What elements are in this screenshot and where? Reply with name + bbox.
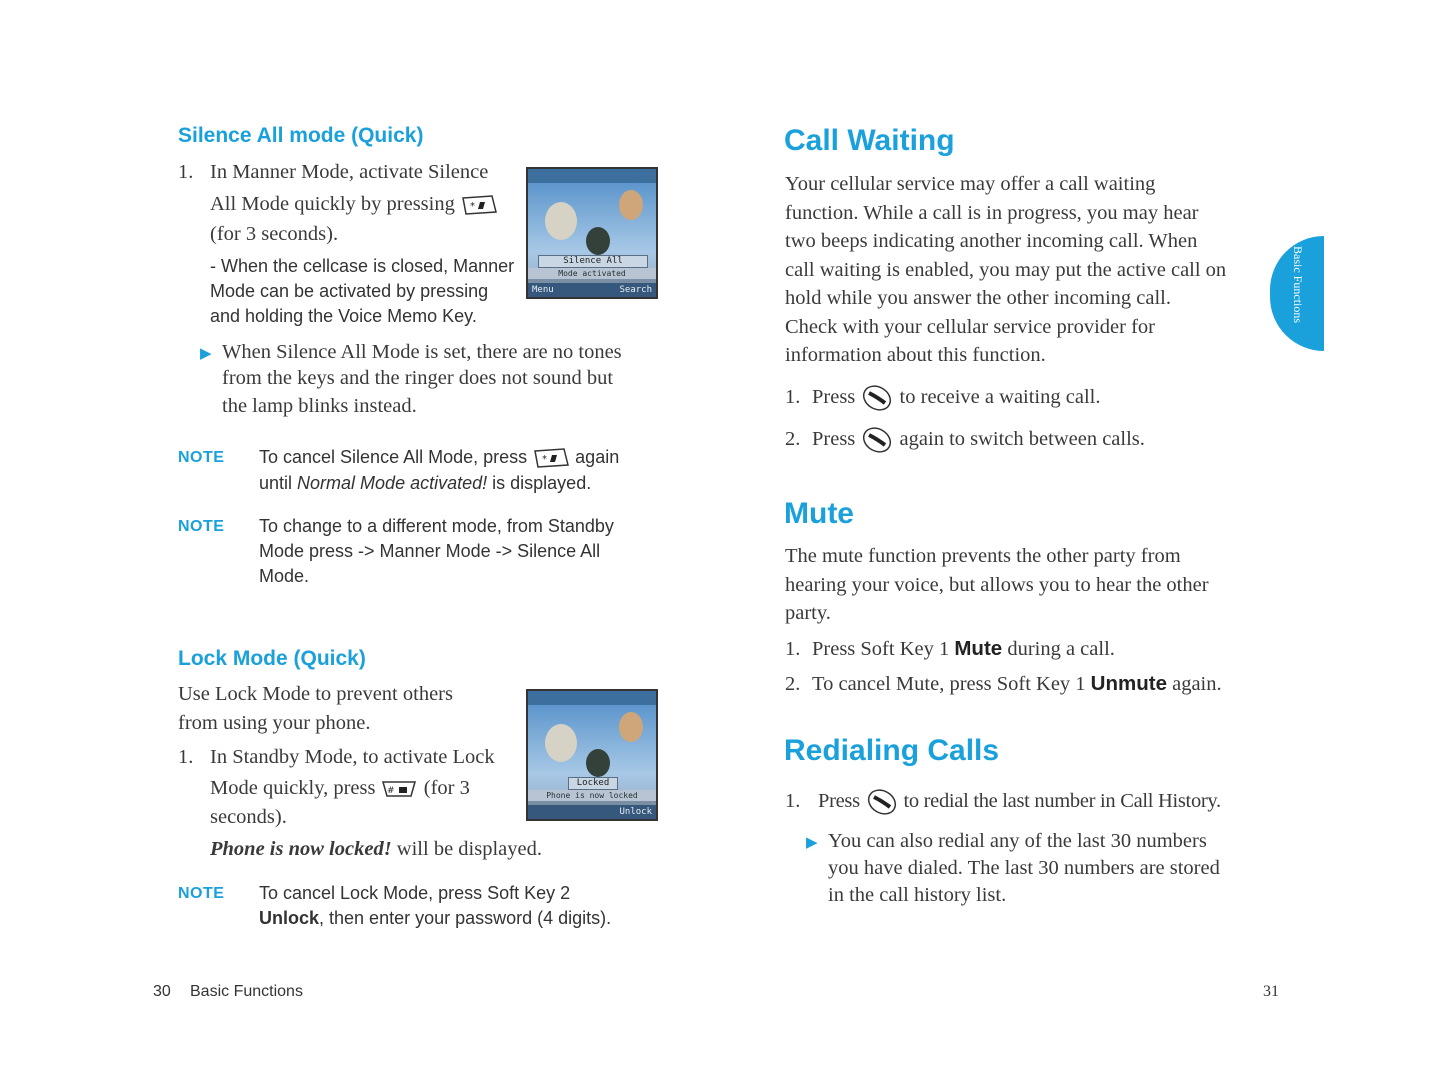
note3-line2 — [259, 906, 611, 931]
mute-step1-rest: during a call. — [1007, 638, 1115, 660]
call-waiting-line: information about this function. — [785, 344, 1046, 366]
mute-step2-text: To cancel Mute, press Soft Key 1 — [812, 673, 1086, 695]
screen-wallpaper — [528, 183, 656, 297]
note1-line1-end: again — [575, 447, 620, 467]
silence-sub-line3: and holding the Voice Memo Key. — [210, 306, 477, 326]
silence-step1-line2 — [210, 190, 498, 219]
note1-line2-end: is displayed. — [492, 473, 592, 493]
screen-softkeys — [528, 283, 656, 297]
lock-step1-line1: In Standby Mode, to activate Lock — [210, 746, 495, 768]
redial-step1-number: 1. — [785, 790, 801, 812]
star-key-icon — [532, 447, 570, 469]
call-waiting-step2-press: Press — [812, 428, 856, 450]
lock-intro-line1: Use Lock Mode to prevent others — [178, 683, 453, 705]
call-waiting-step2-rest: again to switch between calls. — [899, 428, 1145, 450]
lock-phone-screen — [526, 689, 658, 821]
silence-phone-screen — [526, 167, 658, 299]
status-bar — [528, 169, 656, 183]
mute-line: party. — [785, 602, 831, 624]
screen-softkeys — [528, 805, 656, 819]
balloon-wallpaper-icon — [528, 183, 656, 297]
silence-step1-line1: In Manner Mode, activate Silence — [210, 161, 489, 183]
silence-step1-line3: (for 3 seconds). — [210, 223, 339, 245]
note3-line2-rest: , then enter your password (4 digits). — [319, 908, 612, 928]
mute-heading: Mute — [784, 497, 854, 530]
mute-step2-number: 2. — [785, 673, 801, 695]
silence-step1-line2-text: All Mode quickly by pressing — [210, 193, 455, 215]
note1-line2-italic: Normal Mode activated! — [297, 473, 488, 493]
side-tab-label: Basic Functions — [1291, 246, 1305, 323]
mute-paragraph — [785, 542, 1209, 628]
redial-bullet-icon: ▶ — [806, 835, 818, 851]
screen-label-mode: Mode activated — [528, 268, 656, 279]
call-waiting-step1-number: 1. — [785, 386, 801, 408]
note3-label: NOTE — [178, 885, 225, 902]
call-waiting-step1-press: Press — [812, 386, 856, 408]
note2-line1: To change to a different mode, from Standby — [259, 516, 614, 536]
redial-step1-rest: to redial the last number in Call History. — [903, 790, 1221, 812]
mute-line: The mute function prevents the other party from — [785, 545, 1181, 567]
silence-bullet-line3: the lamp blinks instead. — [222, 395, 417, 417]
mute-line: hearing your voice, but allows you to hear the other — [785, 573, 1209, 596]
lock-locked-rest: will be displayed. — [396, 838, 542, 860]
call-waiting-line: function. While a call is in progress, you may hear — [785, 201, 1199, 224]
lock-step1-line2 — [210, 774, 470, 803]
redial-step1-press: Press — [818, 790, 860, 812]
note2-label: NOTE — [178, 518, 225, 535]
note2-line3: Mode. — [259, 566, 310, 586]
lock-key-icon — [381, 778, 419, 800]
send-key-icon — [860, 383, 894, 413]
footer-section-title: Basic Functions — [190, 983, 303, 1000]
redial-bullet-line2: you have dialed. The last 30 numbers are stored — [828, 857, 1220, 879]
mute-step2 — [812, 670, 1222, 699]
lock-step1-line2-text: Mode quickly, press — [210, 777, 376, 799]
footer-page-number-right: 31 — [1263, 983, 1279, 1000]
call-waiting-heading: Call Waiting — [784, 124, 955, 157]
mute-softkey-label: Mute — [954, 637, 1003, 660]
status-bar — [528, 691, 656, 705]
note2-line2: Mode press -> Manner Mode -> Silence All — [259, 541, 601, 561]
call-waiting-line: Check with your cellular service provider for — [785, 315, 1156, 338]
silence-step1-number: 1. — [178, 161, 194, 183]
redial-bullet-line1: You can also redial any of the last 30 numbers — [828, 830, 1207, 852]
screen-wallpaper — [528, 705, 656, 819]
call-waiting-step2 — [812, 425, 1145, 455]
screen-label-silence: Silence All — [538, 255, 648, 268]
lock-mode-heading: Lock Mode (Quick) — [178, 647, 366, 670]
svg-text:#: # — [386, 786, 395, 797]
redial-step1 — [818, 787, 1221, 817]
note3-line1: To cancel Lock Mode, press Soft Key 2 — [259, 883, 571, 903]
lock-step1-line2-end: (for 3 — [423, 777, 470, 799]
screen-label-phone-locked: Phone is now locked — [528, 790, 656, 801]
mute-step1-text: Press Soft Key 1 — [812, 638, 950, 660]
note1-line1-text: To cancel Silence All Mode, press — [259, 447, 528, 467]
footer-page-number-left: 30 — [153, 983, 171, 1000]
send-key-icon — [860, 425, 894, 455]
note1-line2 — [259, 471, 591, 496]
lock-step1-number: 1. — [178, 746, 194, 768]
unmute-softkey-label: Unmute — [1090, 672, 1167, 695]
note1-label: NOTE — [178, 449, 225, 466]
silence-bullet-line1: When Silence All Mode is set, there are no tones — [222, 341, 622, 363]
silence-sub-line2: Mode can be activated by pressing — [210, 281, 489, 301]
call-waiting-step2-number: 2. — [785, 428, 801, 450]
lock-step1-line3: seconds). — [210, 806, 287, 828]
call-waiting-step1-rest: to receive a waiting call. — [899, 386, 1101, 408]
call-waiting-line: call waiting is enabled, you may put the active call on — [785, 258, 1227, 281]
lock-intro-line2: from using your phone. — [178, 712, 371, 734]
star-key-icon — [460, 194, 498, 216]
call-waiting-line: two beeps indicating another incoming call. When — [785, 230, 1198, 252]
note1-line1 — [259, 445, 619, 470]
send-key-icon — [865, 787, 899, 817]
svg-text:*: * — [542, 454, 548, 466]
redial-bullet-line3: in the call history list. — [828, 884, 1007, 906]
silence-sub-line1: - When the cellcase is closed, Manner — [210, 256, 515, 276]
silence-bullet-icon: ▶ — [200, 346, 212, 362]
section-side-tab — [1270, 236, 1324, 351]
silence-all-heading: Silence All mode (Quick) — [178, 124, 424, 147]
call-waiting-line: hold while you answer the other incoming call. — [785, 287, 1171, 309]
note3-unlock-bold: Unlock — [259, 908, 320, 928]
svg-text:*: * — [469, 201, 475, 213]
lock-locked-message — [210, 835, 542, 864]
mute-step1 — [812, 635, 1115, 664]
call-waiting-step1 — [812, 383, 1100, 413]
softkey-search: Search — [619, 285, 652, 295]
mute-step1-number: 1. — [785, 638, 801, 660]
call-waiting-paragraph — [785, 170, 1226, 370]
redialing-heading: Redialing Calls — [784, 734, 1000, 767]
balloon-wallpaper-icon — [528, 705, 656, 819]
softkey-menu: Menu — [532, 285, 554, 295]
note1-line2-start: until — [259, 473, 293, 493]
silence-bullet-line2: from the keys and the ringer does not sound but — [222, 367, 614, 389]
call-waiting-line: Your cellular service may offer a call waiting — [785, 173, 1156, 195]
screen-label-locked: Locked — [568, 777, 618, 790]
mute-step2-rest: again. — [1172, 673, 1222, 695]
lock-locked-italic: Phone is now locked! — [210, 838, 392, 860]
softkey-unlock: Unlock — [619, 807, 652, 817]
